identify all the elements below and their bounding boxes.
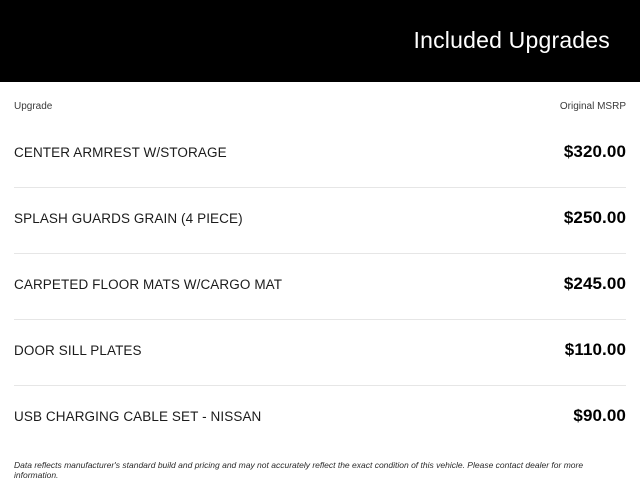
upgrade-name: CENTER ARMREST W/STORAGE xyxy=(14,145,227,160)
upgrade-name: CARPETED FLOOR MATS W/CARGO MAT xyxy=(14,277,283,292)
upgrade-name: SPLASH GUARDS GRAIN (4 PIECE) xyxy=(14,211,243,226)
upgrade-name: USB CHARGING CABLE SET - NISSAN xyxy=(14,409,262,424)
table-row xyxy=(14,254,626,320)
upgrades-table xyxy=(14,122,626,452)
table-column-headers xyxy=(14,82,626,118)
upgrade-price: $110.00 xyxy=(564,340,626,359)
column-header-upgrade: Upgrade xyxy=(14,101,53,112)
upgrade-name: DOOR SILL PLATES xyxy=(14,343,142,358)
disclaimer-text: Data reflects manufacturer's standard build and pricing and may not accurately reflect the exact condition of this vehicle. Please contact dealer for more information. xyxy=(14,460,584,480)
table-row xyxy=(14,122,626,188)
table-row xyxy=(14,386,626,452)
upgrade-price: $245.00 xyxy=(563,274,626,293)
page-header xyxy=(0,0,640,82)
table-row xyxy=(14,320,626,386)
upgrade-price: $90.00 xyxy=(573,406,626,425)
page-content xyxy=(0,82,640,480)
page-title: Included Upgrades xyxy=(413,26,610,53)
upgrade-price: $320.00 xyxy=(563,142,626,161)
upgrade-price: $250.00 xyxy=(563,208,626,227)
column-header-msrp: Original MSRP xyxy=(559,101,626,112)
table-row xyxy=(14,188,626,254)
